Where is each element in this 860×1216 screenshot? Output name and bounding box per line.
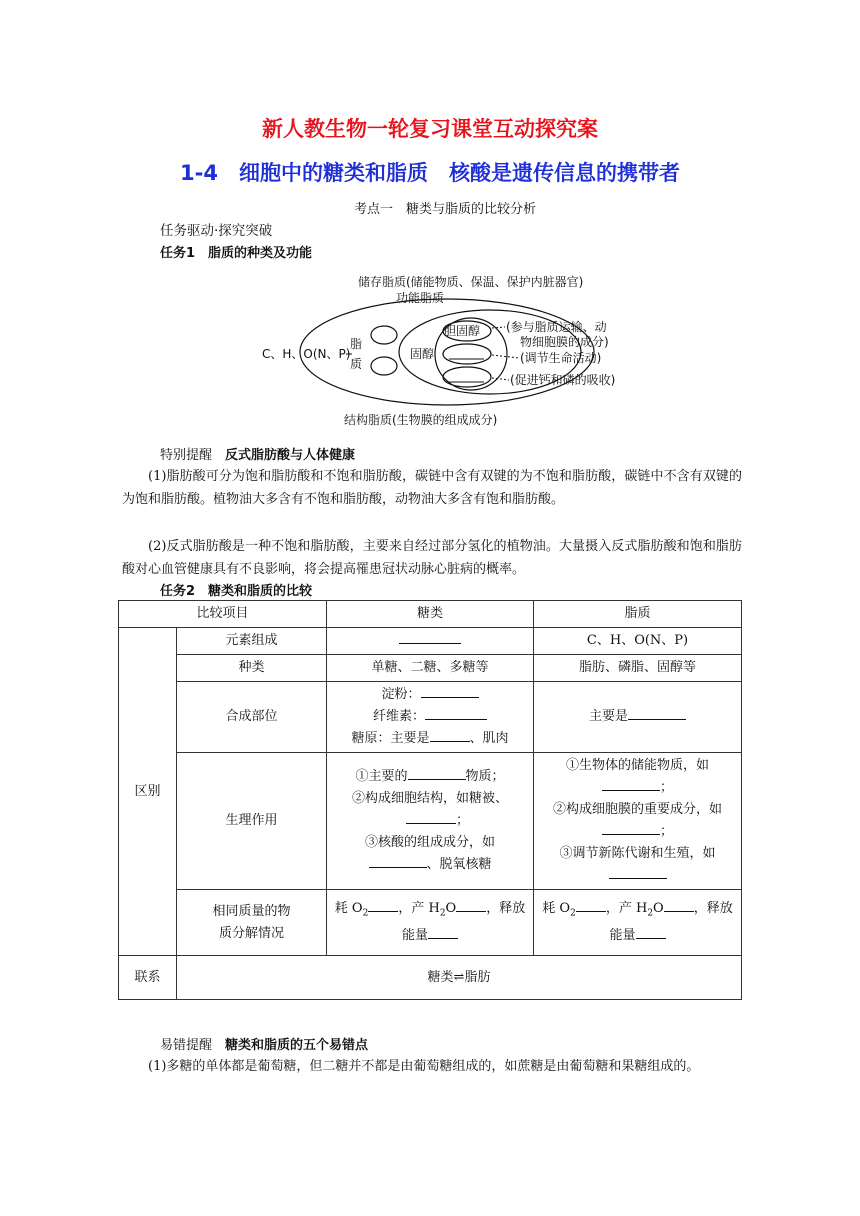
tip2-paragraph-1: (1)多糖的单体都是葡萄糖，但二糖并不都是由葡萄糖组成的，如蔗糖是由葡萄糖和果糖组成的。 <box>148 1059 700 1074</box>
table-row-elements <box>119 628 742 655</box>
text: ②构成细胞膜的重要成分，如 <box>553 802 723 817</box>
text: 纤维素： <box>373 709 426 724</box>
tip1-paragraph-2: (2)反式脂肪酸是一种不饱和脂肪酸，主要来自经过部分氢化的植物油。大量摄入反式脂肪酸和饱和脂肪酸对心血管健康具有不良影响，将会提高罹患冠状动脉心脏病的概率。 <box>122 539 742 577</box>
link-label: 联系 <box>119 956 177 1000</box>
answer-blank <box>602 777 660 791</box>
answer-blank <box>369 854 427 868</box>
text: 2 <box>647 908 654 919</box>
text: 物质； <box>465 769 505 784</box>
header-sugar: 糖类 <box>327 601 534 628</box>
tip2-heading <box>160 1034 368 1053</box>
text: 、脱氧核糖 <box>426 857 492 872</box>
text: ①主要的 <box>355 769 408 784</box>
text: ，产 H <box>605 901 648 917</box>
cell <box>327 753 534 890</box>
text: ③调节新陈代谢和生殖，如 <box>559 846 716 861</box>
cholesterol-label: 胆固醇 <box>444 324 481 338</box>
tip2-label: 易错提醒 <box>160 1038 213 1053</box>
blank-cell <box>327 628 534 655</box>
phospholipid-blank-ellipse <box>371 357 397 375</box>
answer-blank <box>602 821 660 835</box>
answer-blank <box>421 684 479 698</box>
text: ； <box>660 780 674 795</box>
text: 2 <box>439 908 446 919</box>
cell: C、H、O(N、P) <box>534 628 742 655</box>
link-value: 糖类⇌脂肪 <box>177 956 742 1000</box>
answer-blank <box>425 706 487 720</box>
cholesterol-function-1: (参与脂质运输、动 <box>506 320 607 334</box>
structural-lipid-label: 结构脂质(生物膜的组成成分) <box>344 413 498 427</box>
text: ，释放能量 <box>402 901 526 943</box>
text: 耗 O <box>542 901 571 917</box>
task2-title: 任务2 糖类和脂质的比较 <box>160 584 313 599</box>
text: ； <box>660 824 674 839</box>
table-row-synthesis <box>119 682 742 753</box>
cell <box>534 890 742 956</box>
vitamin-d-blank-ellipse <box>443 367 491 387</box>
elements-label: C、H、O(N、P) <box>262 347 351 361</box>
tip1-title: 反式脂肪酸与人体健康 <box>225 448 356 463</box>
table-row-decomposition <box>119 890 742 956</box>
table-row-function <box>119 753 742 890</box>
answer-blank <box>576 898 606 912</box>
table-row-types <box>119 655 742 682</box>
sex-hormone-function: (调节生命活动) <box>520 351 602 365</box>
table-header-row <box>119 601 742 628</box>
text: 糖原：主要是 <box>351 731 430 746</box>
doc-title: 新人教生物一轮复习课堂互动探究案 <box>262 117 598 141</box>
row-label: 元素组成 <box>177 628 327 655</box>
vitamin-d-function: (促进钙和磷的吸收) <box>510 373 616 387</box>
storage-lipid-label: 储存脂质(储能物质、保温、保护内脏器官) <box>358 275 584 289</box>
fat-blank-ellipse <box>371 326 397 344</box>
answer-blank <box>664 898 694 912</box>
tip1-heading <box>160 444 355 463</box>
row-label <box>177 890 327 956</box>
text: ，产 H <box>398 901 440 917</box>
text: 耗 O <box>334 901 363 917</box>
functional-lipid-label: 功能脂质 <box>396 291 445 305</box>
header-lipid: 脂质 <box>534 601 742 628</box>
text: ①生物体的储能物质，如 <box>566 758 710 773</box>
answer-blank <box>628 706 686 720</box>
text: 相同质量的物质分解情况 <box>212 903 291 941</box>
text: 2 <box>362 908 369 919</box>
text: ②构成细胞结构，如糖被、 <box>352 791 509 806</box>
text: O <box>653 901 664 917</box>
sex-hormone-blank-ellipse <box>443 344 491 364</box>
sterol-label: 固醇 <box>410 347 435 361</box>
text: O <box>445 901 457 917</box>
row-label: 合成部位 <box>177 682 327 753</box>
tip2-title: 糖类和脂质的五个易错点 <box>225 1038 369 1053</box>
cell: 脂肪、磷脂、固醇等 <box>534 655 742 682</box>
answer-blank <box>408 766 466 780</box>
lipid-classification-diagram <box>262 270 642 432</box>
text: 、肌肉 <box>469 731 509 746</box>
answer-blank <box>406 810 456 824</box>
table-row-link <box>119 956 742 1000</box>
header-item: 比较项目 <box>119 601 327 628</box>
row-label: 种类 <box>177 655 327 682</box>
lesson-title: 1-4 细胞中的糖类和脂质 核酸是遗传信息的携带者 <box>180 161 680 185</box>
section-heading: 考点一 糖类与脂质的比较分析 <box>353 202 536 217</box>
answer-blank <box>430 728 470 742</box>
cell <box>534 753 742 890</box>
text: ； <box>456 813 470 828</box>
cell: 单糖、二糖、多糖等 <box>327 655 534 682</box>
text: 淀粉： <box>381 687 421 702</box>
tip1-label: 特别提醒 <box>160 448 213 463</box>
cell <box>327 890 534 956</box>
task-drive-label: 任务驱动·探究突破 <box>160 223 273 239</box>
answer-blank <box>368 898 398 912</box>
answer-blank <box>428 925 458 939</box>
sugar-lipid-comparison-table <box>118 600 742 1000</box>
lipid-char-2: 质 <box>350 357 363 371</box>
cholesterol-function-2: 物细胞膜的成分) <box>520 335 609 349</box>
text: 2 <box>570 908 576 919</box>
cell <box>327 682 534 753</box>
text: ③核酸的组成成分，如 <box>365 835 496 850</box>
answer-blank <box>399 630 461 644</box>
tip1-paragraph-1: (1)脂肪酸可分为饱和脂肪酸和不饱和脂肪酸，碳链中含有双键的为不饱和脂肪酸，碳链中不含有双键的为饱和脂肪酸。植物油大多含有不饱和脂肪酸，动物油大多含有饱和脂肪酸。 <box>122 469 742 507</box>
row-label: 生理作用 <box>177 753 327 890</box>
diff-label: 区别 <box>119 628 177 956</box>
answer-blank <box>456 898 486 912</box>
answer-blank <box>636 925 666 939</box>
text: 主要是 <box>589 709 629 724</box>
text: ，释放能量 <box>609 901 733 943</box>
task1-title: 任务1 脂质的种类及功能 <box>160 246 313 261</box>
answer-blank <box>609 865 667 879</box>
lipid-char-1: 脂 <box>350 337 363 351</box>
cell <box>534 682 742 753</box>
